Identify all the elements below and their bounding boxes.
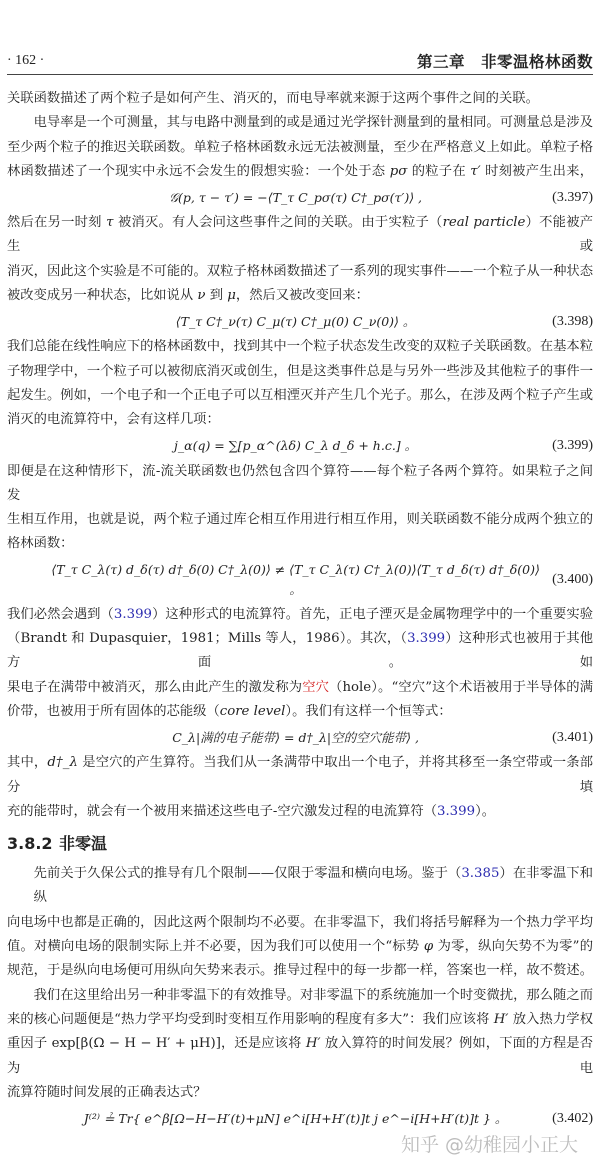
text-segment: 起发生。例如，一个电子和一个正电子可以互相湮灭并产生几个光子。那么，在涉及两个粒子产生或 bbox=[7, 387, 593, 403]
text-segment: 然后在另一时刻 bbox=[7, 215, 107, 231]
text-line bbox=[7, 676, 593, 700]
text-segment: 值。对横向电场的限制实际上并不必要，因为我们可以使用一个“标势 bbox=[7, 939, 424, 955]
equation-number: (3.399) bbox=[552, 438, 593, 454]
text-line bbox=[7, 1032, 593, 1081]
inline-math: real particle bbox=[442, 215, 526, 231]
paragraph bbox=[7, 211, 593, 308]
text-line bbox=[7, 111, 593, 135]
inline-math: H′ bbox=[493, 1011, 509, 1027]
text-segment: ）。我们有这样一个恒等式： bbox=[285, 703, 452, 719]
equation-formula: j_α(q) = ∑[p_α^(λδ) C_λ d_δ + h.c.] 。 bbox=[174, 438, 418, 454]
text-segment: 来的核心问题便是“热力学平均受到时变相互作用影响的程度有多大”：我们应该将 bbox=[7, 1011, 494, 1027]
equation bbox=[7, 433, 593, 460]
text-line bbox=[7, 1081, 593, 1105]
equation-reference-link[interactable]: 3.399 bbox=[407, 631, 446, 647]
paragraph bbox=[7, 751, 593, 824]
text-segment: 我们必然会遇到（ bbox=[7, 606, 114, 622]
inline-math: ν bbox=[197, 288, 206, 304]
equation bbox=[7, 724, 593, 751]
text-segment: 至少两个粒子的推迟关联函数。单粒子格林函数永远无法被测量，至少在严格意义上如此。单粒子格 bbox=[7, 139, 593, 155]
text-line bbox=[7, 335, 593, 359]
paragraph bbox=[7, 111, 593, 184]
text-segment: 为零，纵向矢势不为零”的 bbox=[433, 939, 593, 955]
equation-number: (3.398) bbox=[552, 313, 593, 329]
inline-math: core level bbox=[219, 703, 286, 719]
inline-math: H′ bbox=[305, 1036, 321, 1052]
page-body bbox=[7, 0, 593, 1132]
paragraph bbox=[7, 862, 593, 983]
text-line bbox=[7, 532, 593, 556]
text-segment: 消灭，因此这个实验是不可能的。双粒子格林函数描述了一系列的现实事件——一个粒子从一种状态 bbox=[7, 263, 593, 279]
text-line bbox=[7, 1008, 593, 1032]
text-segment: ）这种形式也被用于其他方面。如 bbox=[7, 631, 593, 671]
text-line bbox=[7, 136, 593, 160]
text-line bbox=[7, 800, 593, 824]
text-line bbox=[7, 260, 593, 284]
text-line bbox=[7, 984, 593, 1008]
highlighted-term: 空穴 bbox=[302, 679, 330, 695]
text-segment: 格林函数： bbox=[7, 536, 74, 552]
text-segment: 到 bbox=[205, 288, 228, 304]
text-segment: 果电子在满带中被消灭，那么由此产生的激发称为 bbox=[7, 679, 303, 695]
text-segment: ，然后又被改变回来： bbox=[235, 288, 369, 304]
inline-math: τ′ bbox=[470, 163, 481, 179]
text-segment: 流算符随时间发展的正确表达式？ bbox=[7, 1084, 207, 1100]
equation bbox=[7, 1105, 593, 1132]
text-segment: ）在非零温下和纵 bbox=[33, 866, 594, 906]
page-number: · 162 · bbox=[7, 53, 45, 68]
text-segment: 放入算符的时间发展？例如，下面的方程是否为电 bbox=[7, 1036, 594, 1076]
text-segment: 我们在这里给出另一种非零温下的有效推导。对非零温下的系统施加一个时变微扰，那么随之而 bbox=[33, 987, 593, 1003]
equation-reference-link[interactable]: 3.385 bbox=[461, 866, 500, 882]
text-segment: 放入热力学权 bbox=[508, 1011, 593, 1027]
text-line bbox=[7, 911, 593, 935]
text-line bbox=[7, 751, 593, 800]
text-line bbox=[7, 627, 593, 676]
text-segment: 被消灭。有人会问这些事件之间的关联。由于实粒子（ bbox=[113, 215, 443, 231]
text-segment: 是空穴的产生算符。当我们从一条满带中取出一个电子，并将其移至一条空带或一条部分填 bbox=[7, 755, 593, 795]
text-segment: 重因子 exp[β(Ω − H − H′ + μH)]，还是应该将 bbox=[7, 1036, 306, 1052]
paragraph bbox=[7, 460, 593, 557]
text-line bbox=[7, 87, 593, 111]
equation-number: (3.400) bbox=[552, 571, 593, 587]
inline-math: τ bbox=[106, 215, 114, 231]
text-line bbox=[7, 384, 593, 408]
text-segment: ）。 bbox=[475, 803, 496, 819]
paragraph bbox=[7, 87, 593, 111]
text-segment: （hole）。“空穴”这个术语被用于半导体的满 bbox=[329, 679, 594, 695]
text-line bbox=[7, 211, 593, 260]
text-line bbox=[7, 160, 593, 184]
section-title: 非零温 bbox=[59, 834, 108, 854]
equation bbox=[7, 557, 593, 603]
text-line bbox=[7, 360, 593, 384]
text-segment: 生相互作用，也就是说，两个粒子通过库仑相互作用进行相互作用，则关联函数不能分成两个独立的 bbox=[7, 512, 593, 528]
text-segment: 即便是在这种情形下，流-流关联函数也仍然包含四个算符——每个粒子各两个算符。如果粒子之间发 bbox=[7, 463, 593, 503]
text-segment: 被改变成另一种状态，比如说从 bbox=[7, 288, 198, 304]
equation-reference-link[interactable]: 3.399 bbox=[113, 606, 152, 622]
equation-formula: ⟨T_τ C†_ν(τ) C_μ(τ) C†_μ(0) C_ν(0)⟩ 。 bbox=[175, 313, 416, 329]
section-number: 3.8.2 bbox=[7, 834, 53, 854]
text-segment: 价带，也被用于所有固体的芯能级（ bbox=[7, 703, 220, 719]
equation-number: (3.401) bbox=[552, 729, 593, 745]
text-line bbox=[7, 284, 593, 308]
text-segment: （Brandt 和 Dupasquier，1981；Mills 等人，1986）。其次，（ bbox=[7, 631, 408, 647]
equation bbox=[7, 308, 593, 335]
equation bbox=[7, 184, 593, 211]
equation-formula: ⟨T_τ C_λ(τ) d_δ(τ) d†_δ(0) C†_λ(0)⟩ ≠ ⟨T_τ C_λ(τ) C†_λ(0)⟩⟨T_τ d_δ(τ) d†_δ(0)⟩ 。 bbox=[51, 561, 540, 597]
text-segment: 先前关于久保公式的推导有几个限制——仅限于零温和横向电场。鉴于（ bbox=[33, 866, 462, 882]
text-segment: 的粒子在 bbox=[407, 163, 471, 179]
paragraph bbox=[7, 603, 593, 724]
text-line bbox=[7, 700, 593, 724]
chapter-title: 第三章 非零温格林函数 bbox=[416, 53, 593, 71]
watermark: 知乎 @幼稚园小正大 bbox=[400, 1134, 578, 1157]
paragraph bbox=[7, 984, 593, 1105]
inline-math: φ bbox=[423, 939, 434, 955]
equation-reference-link[interactable]: 3.399 bbox=[437, 803, 476, 819]
text-segment: ）这种形式的电流算符。首先，正电子湮灭是金属物理学中的一个重要实验 bbox=[152, 606, 594, 622]
equation-formula: 𝒢(p, τ − τ′) = −⟨T_τ C_pσ(τ) C†_pσ(τ′)⟩ , bbox=[169, 189, 423, 205]
text-line bbox=[7, 862, 593, 911]
equation-formula: C_λ|满的电子能带⟩ = d†_λ|空的空穴能带⟩ , bbox=[172, 729, 419, 745]
text-line bbox=[7, 935, 593, 959]
equation-number: (3.397) bbox=[552, 189, 593, 205]
text-segment: 充的能带时，就会有一个被用来描述这些电子-空穴激发过程的电流算符（ bbox=[7, 803, 437, 819]
section-heading bbox=[7, 824, 593, 862]
text-segment: 向电场中也都是正确的，因此这两个限制均不必要。在非零温下，我们将括号解释为一个热力学平均 bbox=[7, 914, 593, 930]
text-segment: 消灭的电流算符中，会有这样几项： bbox=[7, 412, 220, 428]
text-line bbox=[7, 959, 593, 983]
text-segment: 子物理学中，一个粒子可以被彻底消灭或创生，但是这类事件总是与另外一些涉及其他粒子的事件一 bbox=[7, 363, 593, 379]
paragraph bbox=[7, 335, 593, 432]
text-segment: 电导率是一个可测量，其与电路中测量到的或是通过光学探针测量到的量相同。可测量总是涉及 bbox=[33, 115, 593, 131]
equation-number: (3.402) bbox=[552, 1110, 593, 1126]
equation-formula: J⁽²⁾ ≟ Tr{ e^β[Ω−H−H′(t)+μN] e^i[H+H′(t)]t j e^−i[H+H′(t)]t } 。 bbox=[83, 1110, 508, 1126]
text-line bbox=[7, 460, 593, 509]
text-segment: 规范，于是纵向电场便可用纵向矢势来表示。推导过程中的每一步都一样，答案也一样，故不赘述。 bbox=[7, 963, 593, 979]
inline-math: pσ bbox=[389, 163, 408, 179]
text-line bbox=[7, 508, 593, 532]
text-segment: ）不能被产生或 bbox=[7, 215, 594, 255]
text-line bbox=[7, 603, 593, 627]
inline-math: d†_λ bbox=[47, 755, 78, 771]
text-segment: 关联函数描述了两个粒子是如何产生、消灭的，而电导率就来源于这两个事件之间的关联。 bbox=[7, 91, 539, 106]
text-segment: 时刻被产生出来， bbox=[480, 163, 593, 179]
text-line bbox=[7, 408, 593, 432]
inline-math: μ bbox=[227, 288, 236, 304]
text-segment: 林函数描述了一个现实中永远不会发生的假想实验：一个处于态 bbox=[7, 163, 390, 179]
text-segment: 其中， bbox=[7, 755, 48, 771]
text-segment: 我们总能在线性响应下的格林函数中，找到其中一个粒子状态发生改变的双粒子关联函数。在基本粒 bbox=[7, 339, 593, 355]
